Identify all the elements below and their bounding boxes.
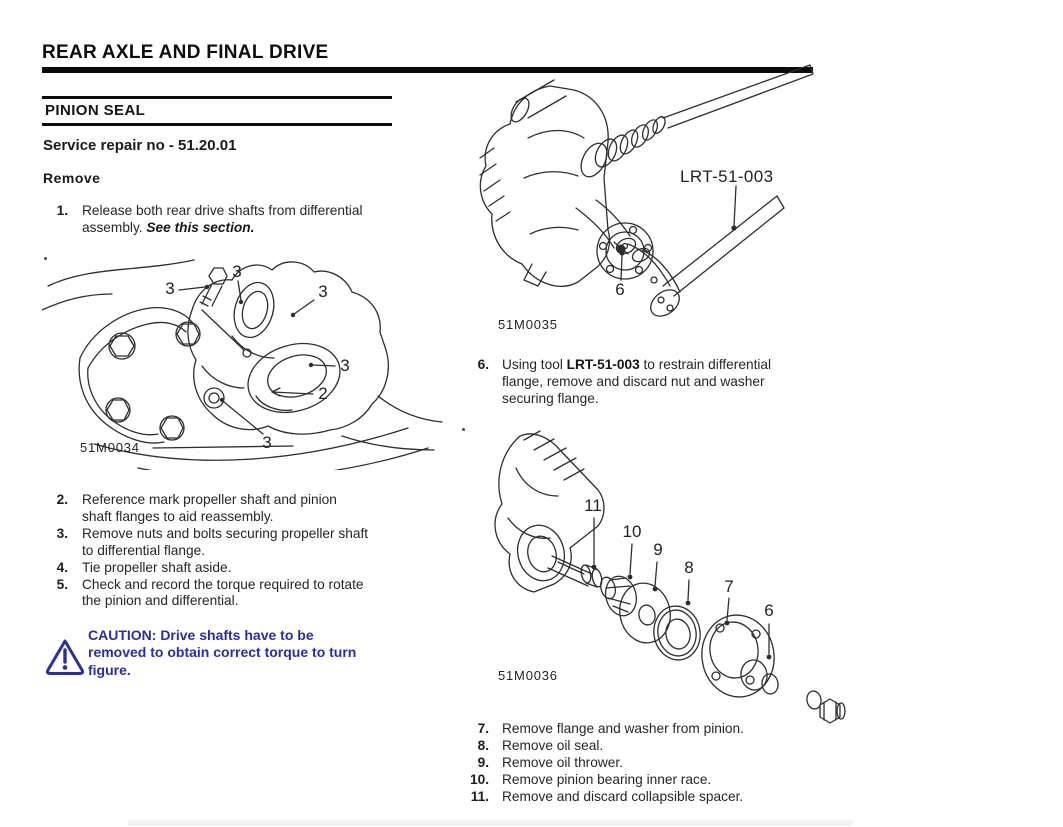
scan-artifact-bar: [128, 820, 853, 826]
warning-triangle-icon: [44, 637, 86, 677]
step-list-2-5: [42, 492, 368, 610]
step-number: 7.: [477, 721, 489, 736]
caution-block: [42, 627, 422, 679]
callout-label: 3: [318, 282, 328, 301]
step-text: assembly.: [82, 219, 147, 235]
step-text: the pinion and differential.: [82, 593, 239, 609]
step-item-7: [458, 721, 744, 738]
step-item-8: [458, 738, 744, 755]
step-item-2: [42, 492, 368, 526]
step-number: 4.: [56, 559, 68, 575]
callout-label: 3: [232, 262, 242, 281]
step-item-3: [42, 526, 368, 560]
step-text: Check and record the torque required to rotate: [82, 576, 364, 592]
step-number: 11.: [470, 788, 489, 804]
step-list-1: [42, 203, 362, 237]
section-rule-bottom: [42, 123, 392, 126]
step-list-7-11: [458, 721, 744, 806]
figure-51m0035-illustration: [458, 58, 1018, 333]
callout-label: 3: [165, 279, 175, 298]
callout-label: 10: [622, 522, 642, 541]
service-repair-number: Service repair no - 51.20.01: [43, 137, 237, 154]
step-text: Remove and discard collapsible spacer.: [502, 788, 744, 804]
step-item-9: [458, 755, 744, 772]
tool-label: LRT-51-003: [680, 167, 774, 186]
step-number: 1.: [56, 203, 68, 218]
callout-label: 11: [584, 496, 602, 515]
step-text: Remove pinion bearing inner race.: [502, 771, 712, 787]
step-text: flange, remove and discard nut and washer: [502, 373, 765, 389]
callout-label: 6: [764, 601, 774, 620]
step-text: Reference mark propeller shaft and pinion: [82, 492, 337, 507]
figure-label: 51M0036: [498, 668, 558, 683]
step-number: 9.: [477, 754, 489, 770]
figure-51m0036-illustration: [458, 428, 1018, 728]
callout-label: 7: [724, 577, 734, 596]
step-item-10: [458, 772, 744, 789]
callout-label: 6: [615, 280, 625, 299]
callout-label: 8: [684, 558, 694, 577]
step-text: Remove nuts and bolts securing propeller shaft: [82, 525, 369, 541]
step-number: 8.: [477, 737, 489, 753]
step-text: Tie propeller shaft aside.: [82, 559, 232, 575]
callout-label: 2: [318, 384, 328, 403]
section-rule-top: [42, 96, 392, 99]
step-text: Remove oil seal.: [502, 737, 604, 753]
step-text-tool-ref: LRT-51-003: [566, 357, 640, 372]
step-item-6: [458, 357, 771, 408]
step-text: Using tool: [502, 357, 567, 372]
figure-label: 51M0034: [80, 440, 140, 455]
figure-label: 51M0035: [498, 317, 558, 332]
figure-51m0034-illustration: [42, 246, 447, 470]
callout-label: 9: [653, 540, 663, 559]
step-text: to restrain differential: [639, 357, 772, 372]
step-number: 6.: [477, 357, 489, 372]
step-text: Remove flange and washer from pinion.: [502, 721, 744, 736]
page-title: REAR AXLE AND FINAL DRIVE: [42, 42, 329, 63]
step-number: 10.: [469, 771, 489, 787]
caution-text: CAUTION: Drive shafts have to be: [88, 627, 314, 643]
step-number: 3.: [56, 525, 68, 541]
scan-speck: [44, 257, 47, 260]
procedure-heading: Remove: [43, 170, 101, 186]
step-list-6: [458, 357, 771, 408]
step-item-4: [42, 560, 368, 577]
header-rule: [42, 67, 813, 73]
section-heading: PINION SEAL: [45, 102, 146, 119]
step-number: 2.: [56, 492, 68, 507]
step-item-5: [42, 577, 368, 611]
caution-text: figure.: [88, 661, 131, 678]
step-text: Release both rear drive shafts from differential: [82, 203, 363, 218]
step-text-emphasis: See this section.: [146, 219, 255, 235]
step-text: to differential flange.: [82, 542, 206, 558]
callout-label: 3: [262, 433, 272, 452]
step-text: Remove oil thrower.: [502, 754, 623, 770]
step-number: 5.: [56, 576, 68, 592]
callout-label: 3: [340, 356, 350, 375]
step-item-11: [458, 789, 744, 806]
step-text: shaft flanges to aid reassembly.: [82, 508, 274, 524]
step-item-1: [42, 203, 362, 237]
step-text: securing flange.: [502, 390, 599, 406]
scan-speck: [462, 428, 465, 431]
caution-text: removed to obtain correct torque to turn: [88, 644, 357, 661]
